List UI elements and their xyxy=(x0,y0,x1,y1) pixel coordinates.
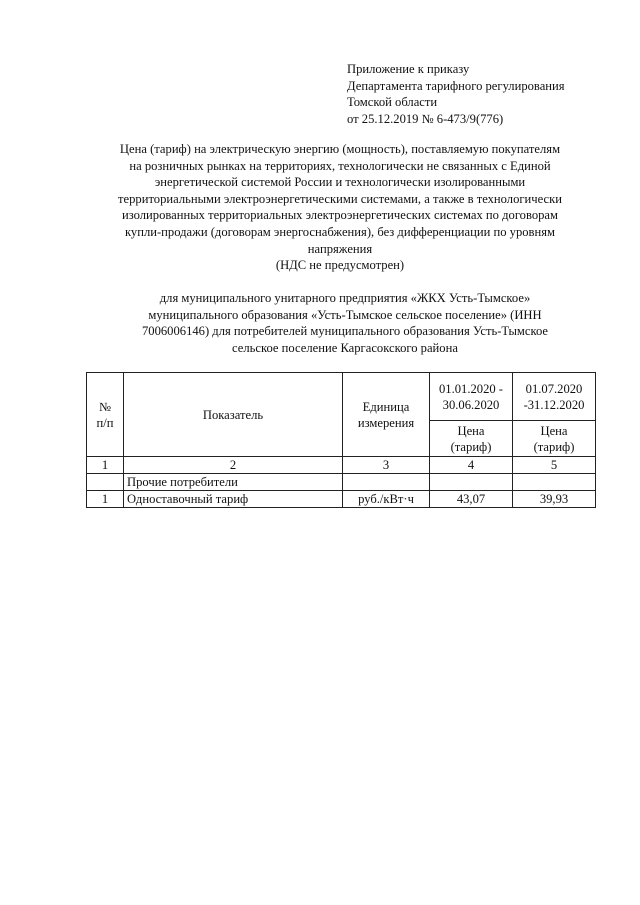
empty-cell xyxy=(343,474,430,491)
row-number: 1 xyxy=(87,491,124,508)
row-value-period-1: 43,07 xyxy=(430,491,513,508)
header-period-line: -31.12.2020 xyxy=(523,397,585,412)
organization-line: муниципального образования «Усть-Тымское сельское поселение» (ИНН xyxy=(148,307,542,322)
column-numbers-row xyxy=(87,457,596,474)
header-unit-line: Единица xyxy=(362,399,410,414)
header-period-2 xyxy=(513,373,596,421)
title-line: купли-продажи (договорам энергоснабжения), без дифференциации по уровням xyxy=(124,224,556,239)
attachment-line: от 25.12.2019 № 6-473/9(776) xyxy=(347,111,504,126)
row-value-period-2: 39,93 xyxy=(513,491,596,508)
attachment-line: Департамента тарифного регулирования xyxy=(347,78,565,93)
column-number: 5 xyxy=(513,457,596,474)
organization-description xyxy=(110,290,580,356)
title-line: напряжения xyxy=(307,241,373,256)
header-indicator: Показатель xyxy=(124,373,343,457)
document-title xyxy=(80,141,600,274)
column-number: 1 xyxy=(87,457,124,474)
header-unit xyxy=(343,373,430,457)
header-period-line: 01.01.2020 - xyxy=(438,381,503,396)
header-number-abbr: п/п xyxy=(96,415,114,430)
column-number: 2 xyxy=(124,457,343,474)
header-price-line: (тариф) xyxy=(533,439,575,454)
title-line: изолированных территориальных электроэнергетических системах по договорам xyxy=(121,208,558,223)
empty-cell xyxy=(430,474,513,491)
header-period-line: 30.06.2020 xyxy=(442,397,500,412)
table-row xyxy=(87,491,596,508)
attachment-line: Томской области xyxy=(347,95,438,110)
header-period-line: 01.07.2020 xyxy=(525,381,583,396)
attachment-line: Приложение к приказу xyxy=(347,62,470,76)
header-number xyxy=(87,373,124,457)
row-indicator: Одноставочный тариф xyxy=(124,491,343,508)
header-period-1 xyxy=(430,373,513,421)
group-row xyxy=(87,474,596,491)
header-price-line: Цена xyxy=(457,423,485,438)
title-line: на розничных рынках на территориях, технологически не связанных с Единой xyxy=(129,158,551,173)
header-price-line: (тариф) xyxy=(450,439,492,454)
column-number: 4 xyxy=(430,457,513,474)
title-line: Цена (тариф) на электрическую энергию (мощность), поставляемую покупателям xyxy=(119,142,561,156)
header-price-line: Цена xyxy=(540,423,568,438)
row-unit: руб./кВт·ч xyxy=(343,491,430,508)
title-line: энергетической системой России и технологически изолированными xyxy=(154,175,526,190)
organization-line: 7006006146) для потребителей муниципального образования Усть-Тымское xyxy=(141,324,548,339)
header-number-symbol: № xyxy=(98,399,112,414)
group-label: Прочие потребители xyxy=(124,474,343,491)
column-number: 3 xyxy=(343,457,430,474)
header-unit-line: измерения xyxy=(357,415,415,430)
organization-line: сельское поселение Каргасокского района xyxy=(232,340,458,355)
header-price-1 xyxy=(430,421,513,457)
attachment-header xyxy=(347,61,617,127)
tariff-table xyxy=(86,372,596,508)
table-header-row xyxy=(87,373,596,421)
organization-line: для муниципального унитарного предприятия «ЖКХ Усть-Тымское» xyxy=(159,291,531,305)
header-price-2 xyxy=(513,421,596,457)
empty-cell xyxy=(87,474,124,491)
vat-note: (НДС не предусмотрен) xyxy=(275,258,405,273)
empty-cell xyxy=(513,474,596,491)
title-line: территориальными электроэнергетическими системами, а также в технологически xyxy=(118,191,562,206)
